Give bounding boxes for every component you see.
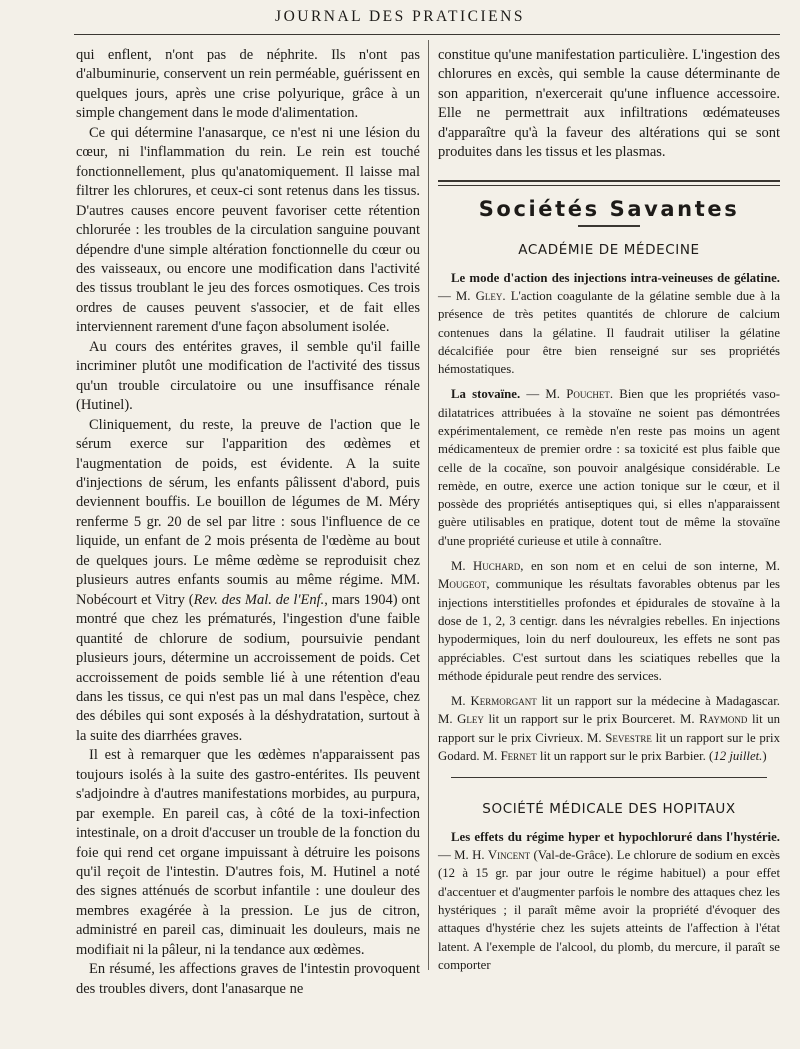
- academie-section: [438, 269, 780, 766]
- text: lit un rapport sur le prix Civrieux. M.: [438, 712, 780, 745]
- author-name: Vincent: [487, 848, 531, 863]
- academie-item-2: [438, 385, 780, 550]
- item-text: , communique les résultats favorables obtenus par les injections interstitielles profondes et épidurales de stovaïne à la dose de 1, 2, 3 centigr. dans les névralgies rebelles. En injections hypodermiques, loin du nerf douloureux, les effets ne sont pas appréciables. C'est surtout dans les sciatiques rebelles que la méthode épidurale peut rendre des services.: [438, 577, 780, 683]
- right-column: [438, 46, 780, 981]
- left-paragraph-4-text-b: , mars 1904) ont montré que chez les prématurés, l'ingestion d'une faible quantité de chlorure de sodium, poursuivie pendant plusieurs jours, détermine un accroissement de poids. Cet accroissement de poids semble lié à une rétention d'eau dans les tissus, ce qui n'est pas un mal dans l'espèce, chez des débiles qui sont exposés à la déshydratation, surtout à la suite des diarrhées graves.: [76, 591, 420, 744]
- left-column: [76, 46, 420, 999]
- text: ): [762, 749, 767, 764]
- left-paragraph-5: Il est à remarquer que les œdèmes n'apparaissent pas toujours isolés à la suite des gastro-entérites. Ils peuvent s'adjoindre à d'autres manifestations morbides, au purpura, par exemple. En pareil cas, à côté de la toxi-infection intestinale, on a droit d'accuser un trouble de la fonction du foie qui rend cet organe impuissant à détruire les poisons qu'il reçoit de l'intestin. D'autres fois, M. Hutinel a noté des signes atténués de scorbut infantile : une douleur des membres exagérée à la pression. Le jus de citron, administré en pareil cas, diminuait les douleurs, mais ne modifiait ni la pâleur, ni la tendance aux œdèmes.: [76, 747, 420, 958]
- hopitaux-heading: SOCIÉTÉ MÉDICALE DES HOPITAUX: [482, 801, 736, 818]
- item-text: . Bien que les propriétés vaso-dilatatrices attribuées à la stovaïne ne soient pas démontrées expérimentalement, ce remède n'en reste pas moins un agent médicamenteux de premier ordre : sa toxicité est plus faible que celle de la cocaïne, son pouvoir analgésique considérable. Le remède, en outre, exerce une action tonique sur le cœur, et il possède des propriétés antiseptiques qui, si elles n'apparaissent guère utilisables en pratique, dotent tout de même la stovaïne d'une propriété curieuse et utile à connaître.: [438, 387, 780, 548]
- item-text: (Val-de-Grâce). Le chlorure de sodium en excès (12 à 15 gr. par jour outre le régime habituel) a pour effet d'accentuer et d'augmenter parfois le nombre des attaques chez les hystériques ; il paraît même avoir la propriété d'évoquer des attaques d'hystérie chez les sujets atteints de l'affection à l'état latent. A l'exemple de l'alcool, du plomb, du mercure, il paraît se comporter: [438, 848, 780, 972]
- title-underline: [578, 225, 640, 227]
- author-name: Mougeot: [438, 577, 487, 592]
- right-paragraph-1: constitue qu'une manifestation particulière. L'ingestion des chlorures en excès, qui semble la cause déterminante de son apparition, n'exercerait qu'une influence accessoire. Elle ne permettrait aux infiltrations œdémateuses d'apparaître qu'à la faveur des altérations qui se sont produites dans les tissus et les plasmas.: [438, 47, 780, 161]
- item-text: . L'action coagulante de la gélatine semble due à la présence de très petites quantités de chlorure de calcium contenues dans la gélatine. Il faudrait utiliser la gélatine décalcifiée pour être bien renseigné sur ses propriétés hémostatiques.: [438, 288, 781, 377]
- left-paragraph-1: qui enflent, n'ont pas de néphrite. Ils n'ont pas d'albuminurie, conservent un rein perméable, guérissent en quelques jours, après une crise polyurique, grâce à un simple changement dans le mode d'alimentation.: [76, 47, 420, 122]
- text: M.: [451, 694, 471, 709]
- section-divider: [438, 180, 780, 186]
- academie-heading: ACADÉMIE DE MÉDECINE: [518, 242, 700, 259]
- author-name: Gley: [457, 712, 484, 727]
- text: lit un rapport sur le prix Barbier. (: [536, 749, 714, 764]
- author-name: Pouchet: [566, 387, 610, 402]
- item-title: Le mode d'action des injections intra-veineuses de gélatine.: [451, 270, 780, 285]
- text: lit un rapport sur la médecine à Madagascar. M.: [438, 694, 780, 727]
- author-name: Raymond: [699, 712, 748, 727]
- left-paragraph-2: Ce qui détermine l'anasarque, ce n'est ni une lésion du cœur, ni l'inflammation du rein. Le rein est touché fonctionnellement, plus qu'anatomiquement. Il laisse mal filtrer les chlorures, et ceux-ci sont retenus dans les tissus. D'autres causes encore peuvent favoriser cette rétention chlorurée : les troubles de la circulation sanguine pouvant dépendre d'une simple altération fonctionnelle du cœur ou des vaisseaux, ou encore une modification dans l'activité des tissus troublant le jeu des forces osmotiques. Ces trois ordres de causes peuvent s'associer, et de fait elles interviennent rarement d'une façon absolument isolée.: [76, 124, 420, 336]
- author-name: Huchard: [473, 559, 521, 574]
- subsection-divider: [451, 777, 767, 778]
- dash: — M.: [520, 387, 567, 402]
- author-name: Kermorgant: [470, 694, 537, 709]
- academie-item-1: [438, 269, 780, 379]
- dash: — M. H.: [438, 848, 488, 863]
- left-paragraph-4: [76, 416, 420, 747]
- text: lit un rapport sur le prix Godard. M.: [438, 730, 780, 764]
- author-name: Gley: [475, 288, 503, 303]
- hopitaux-item-1: [438, 828, 780, 974]
- hopitaux-section: [438, 828, 780, 974]
- section-title: Sociétés Savantes: [478, 196, 740, 221]
- text: M.: [451, 559, 474, 574]
- item-title: La stovaïne.: [451, 387, 521, 402]
- academie-item-4: [438, 692, 780, 765]
- text: , en son nom et en celui de son interne, M.: [520, 559, 780, 574]
- academie-item-3: [438, 557, 780, 685]
- journal-header: JOURNAL DES PRATICIENS: [275, 8, 525, 25]
- item-title: Les effets du régime hyper et hypochloruré dans l'hystérie.: [451, 829, 780, 844]
- text: lit un rapport sur le prix Bourceret. M.: [483, 712, 700, 727]
- left-paragraph-3: Au cours des entérites graves, il semble qu'il faille incriminer plutôt une modification de l'activité des tissus qu'un trouble circulatoire ou une insuffisance rénale (Hutinel).: [76, 338, 420, 414]
- author-name: Sevestre: [605, 730, 652, 745]
- left-paragraph-4-text-a: Cliniquement, du reste, la preuve de l'action que le sérum exerce sur l'apparition des œdèmes et l'augmentation de poids, est évidente. A la suite d'injections de sérum, les enfants pâlissent d'abord, puis deviennent bouffis. Le bouillon de légumes de M. Méry renferme 5 gr. 20 de sel par litre : sous l'influence de ce liquide, un enfant de 2 mois présenta de l'œdème au bout de quelques jours. Le même œdème se reproduisit chez plusieurs autres enfants soumis au même régime. MM. Nobécourt et Vitry (: [76, 416, 420, 608]
- dash: — M.: [438, 288, 476, 303]
- header-rule: [74, 34, 780, 35]
- left-paragraph-6: En résumé, les affections graves de l'intestin provoquent des troubles divers, dont l'anasarque ne: [76, 961, 420, 997]
- journal-citation: Rev. des Mal. de l'Enf.: [193, 591, 325, 608]
- author-name: Fernet: [500, 749, 537, 764]
- column-divider: [428, 40, 429, 970]
- meeting-date: 12 juillet.: [713, 749, 763, 764]
